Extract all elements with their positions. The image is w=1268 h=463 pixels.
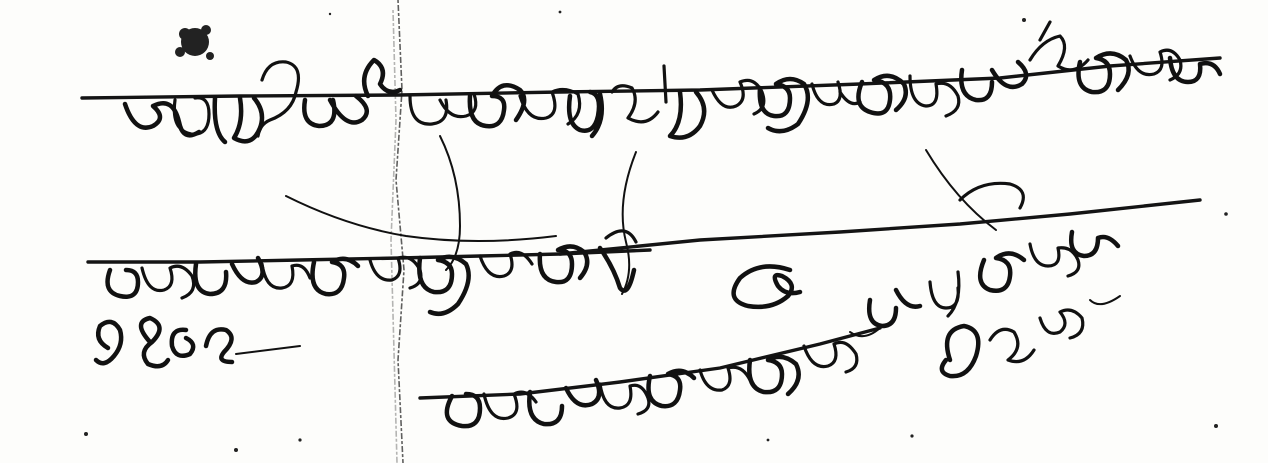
line1-headline-rule xyxy=(82,58,1220,98)
line2-headline-rule-right xyxy=(560,200,1200,254)
line2-handwriting xyxy=(108,231,636,314)
ink-blot xyxy=(175,25,214,60)
looped-mark xyxy=(734,266,800,306)
signature xyxy=(942,296,1120,376)
paper-specks xyxy=(84,11,1228,452)
vertical-fold-crease-2 xyxy=(391,10,397,463)
line1-handwriting xyxy=(125,22,1220,142)
line2-right-handwriting xyxy=(869,183,1118,326)
numeral-mark xyxy=(96,318,300,366)
vertical-fold-crease xyxy=(396,0,404,463)
